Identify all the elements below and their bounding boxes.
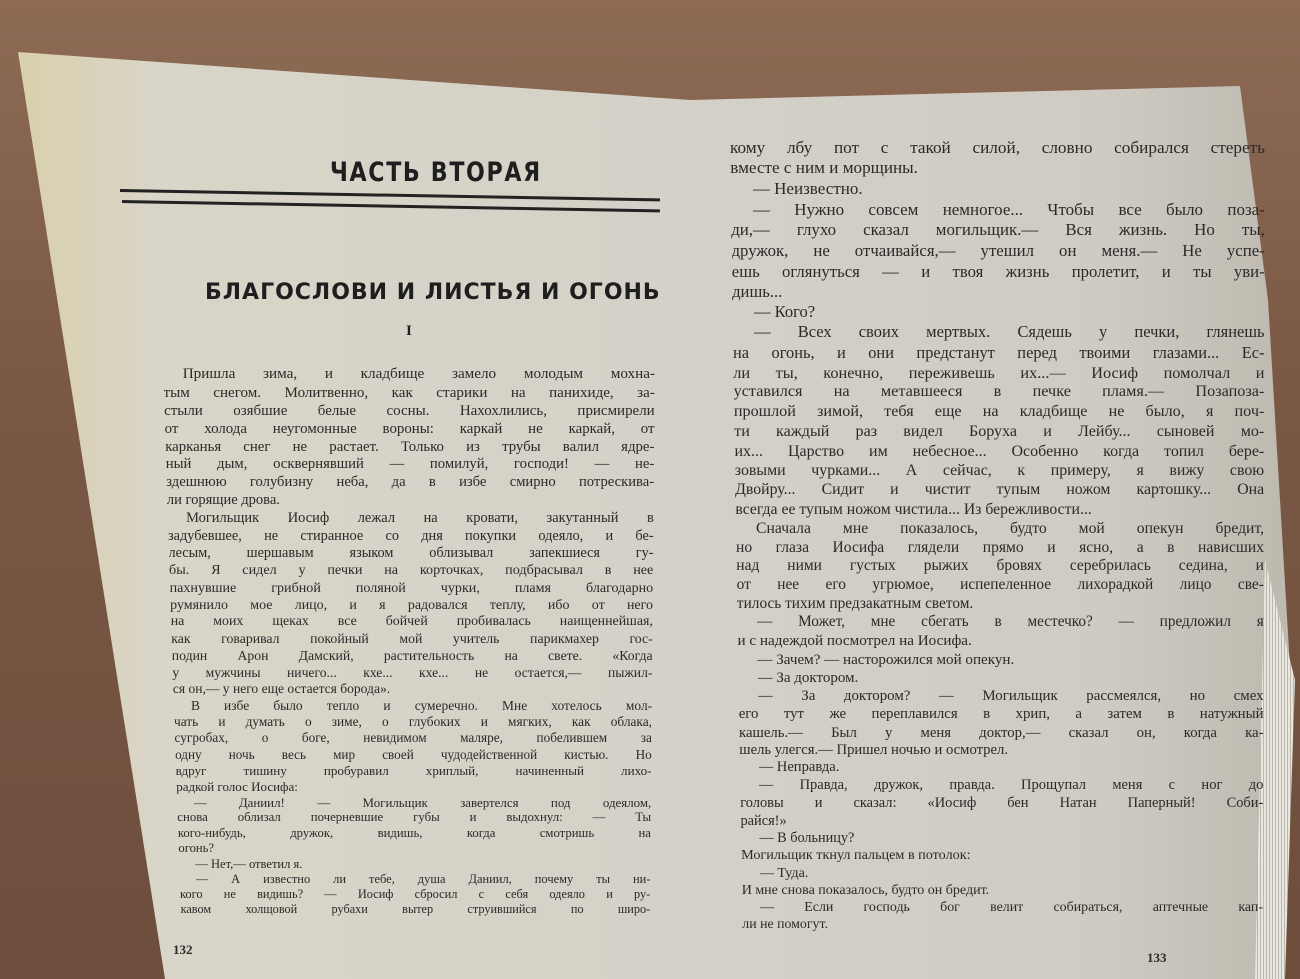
text-line: — Кого? — [753, 302, 816, 322]
text-line: как говаривал покойный мой учитель парикмахер гос- — [171, 630, 653, 646]
text-line: — Неизвестно. — [752, 178, 863, 198]
chapter-title: БЛАГОСЛОВИ И ЛИСТЬЯ И ОГОНЬ — [205, 280, 661, 305]
text-line: но глаза Иосифа глядели прямо и ясно, а в нависших — [736, 539, 1264, 556]
text-line: Пришла зима, и кладбище замело молодым мохна- — [182, 365, 655, 382]
right-page-number: 133 — [1147, 950, 1167, 965]
text-line: на огонь, и они предстанут перед твоими глазами... Ес- — [733, 342, 1265, 362]
text-line: огонь? — [178, 841, 214, 856]
text-line: — Если господь бог велит собираться, аптечные кап- — [760, 900, 1263, 915]
text-line: райся!» — [740, 812, 787, 829]
text-line: кого не видишь? — Иосиф сбросил с себя одеяло и ру- — [180, 887, 651, 902]
text-line: прошлой зимой, тебя еще на кладбище не было, я поч- — [733, 403, 1265, 421]
text-line: Могильщик Иосиф лежал на кровати, закутанный в — [186, 509, 654, 526]
text-line: и с надеждой посмотрел на Иосифа. — [737, 632, 972, 649]
text-line: ти каждый раз видел Боруха и Лейбу... сыновей мо- — [734, 422, 1265, 440]
text-line: — Правда, дружок, правда. Прощупал меня с ног до — [758, 777, 1264, 794]
text-line: их... Царство им небесное... Особенно когда топил бере- — [734, 442, 1265, 460]
text-line: ли ты, конечно, переживешь их...— Иосиф помолчал и — [733, 362, 1265, 382]
text-line: — Нет,— ответил я. — [195, 856, 303, 871]
text-line: — Нужно совсем немногое... Чтобы все было поза- — [752, 199, 1265, 219]
part-title: ЧАСТЬ ВТОРАЯ — [330, 157, 542, 188]
text-line: — В больницу? — [759, 830, 855, 846]
text-line: — Зачем? — насторожился мой опекун. — [757, 651, 1015, 668]
text-line: — Неправда. — [758, 759, 840, 776]
text-line: от холода неугомонные вороны: каркай не каркай, от — [164, 421, 655, 438]
text-line: кому лбу пот с такой силой, словно собирался стереть — [730, 138, 1265, 157]
text-line: кого-нибудь, дружок, видишь, когда смотришь на — [177, 825, 651, 840]
text-line: дишь... — [732, 281, 783, 301]
text-line: сугробах, о боге, невидимом маляре, побелившем за — [174, 730, 652, 746]
text-line: головы и сказал: «Иосиф бен Натан Паперный! Соби- — [740, 794, 1264, 811]
text-line: снова облизал почерневшие губы и выдохнул: — Ты — [177, 810, 652, 825]
text-line: его тут же переплавился в хрип, а затем в натужный — [738, 706, 1264, 723]
text-line: зовыми чурками... А сейчас, к примеру, я вижу свою — [734, 462, 1265, 479]
text-line: кавом холщовой рубахи вытер струившийся по широ- — [180, 902, 651, 917]
text-line: уставился на метавшееся в печке пламя.— Позапоза- — [733, 382, 1265, 401]
text-line: задубевшее, не стиранное со дня покупки одеяло, и бе- — [167, 527, 654, 544]
text-line: ди,— глухо сказал могильщик.— Вся жизнь. Но ты, — [731, 220, 1265, 240]
text-line: радкой голос Иосифа: — [176, 778, 298, 794]
text-line: ли горящие дрова. — [166, 492, 280, 509]
text-line: шель улегся.— Пришел ночью и осмотрел. — [739, 741, 1008, 758]
text-line: стыли озябшие белые сосны. Нахохлились, присмирели — [164, 402, 655, 419]
text-line: пахнувшие грибной поляной чурки, пламя благодарно — [169, 579, 654, 596]
text-line: Двойру... Сидит и чистит тупым ножом картошку... Она — [735, 481, 1265, 499]
text-line: — За доктором? — Могильщик рассмеялся, но смех — [757, 688, 1264, 705]
text-line: ный дым, осквернявший — помилуй, господи! — не- — [165, 456, 655, 473]
text-line: ся он,— у него еще остается борода». — [172, 681, 391, 697]
text-line: ли не помогут. — [742, 916, 828, 931]
text-line: ешь оглянуться — и твоя жизнь пролетит, и ты уви- — [731, 261, 1265, 281]
text-line: — За доктором. — [757, 669, 859, 686]
text-line: — Всех своих мертвых. Сядешь у печки, глянешь — [754, 322, 1265, 342]
text-line: В избе было тепло и сумеречно. Мне хотелось мол- — [190, 697, 653, 713]
text-line: дружок, не отчаивайся,— утешил он меня.— Не успе- — [731, 241, 1265, 260]
text-line: румянило мое лицо, и я радовался теплу, ибо от него — [170, 597, 654, 613]
section-number: I — [406, 323, 413, 339]
text-line: чать и думать о зиме, о глубоких и мягких, как облака, — [174, 714, 652, 730]
text-line: здешнюю голубизну неба, да в избе смирно потрескива- — [166, 474, 655, 491]
text-line: бы. Я сидел у печки на корточках, подбрасывал в нее — [169, 562, 654, 579]
text-line: от нее его угрюмое, испепеленное лихорадкой лицо све- — [736, 575, 1264, 593]
text-line: вместе с ним и морщины. — [730, 158, 918, 177]
text-line: всегда ее тупым ножом чистила... Из бережливости... — [735, 500, 1092, 518]
text-line: лесым, шершавым языком облизывал запекшиеся гу- — [168, 545, 654, 562]
text-line: — Даниил! — Могильщик завертелся под одеялом, — [193, 794, 652, 810]
text-line: И мне снова показалось, будто он бредит. — [741, 882, 990, 898]
text-line: Сначала мне показалось, будто мой опекун бредит, — [756, 519, 1265, 537]
left-page-number: 132 — [173, 942, 193, 957]
text-line: — Может, мне сбегать в местечко? — предложил я — [757, 613, 1264, 631]
text-line: — Туда. — [759, 864, 809, 881]
text-line: подин Арон Дамский, растительность на свете. «Когда — [171, 647, 653, 663]
text-line: тилось тихим предзакатным светом. — [736, 594, 974, 612]
text-line: Могильщик ткнул пальцем в потолок: — [741, 847, 971, 864]
text-line: одну ночь весь мир своей чудодейственной кистью. Но — [175, 746, 652, 762]
text-line: кашель.— Был у меня доктор,— сказал он, когда ка- — [739, 724, 1264, 741]
text-line: — А известно ли тебе, душа Даниил, почему ты ни- — [195, 872, 651, 887]
text-line: над ними густых рыжих бровях серебрилась седина, и — [736, 557, 1264, 574]
text-line: карканья снег не растает. Только из трубы валил ядре- — [165, 439, 655, 456]
text-line: на моих щеках все бойчей пробивалась наищеннейшая, — [170, 613, 653, 629]
text-line: у мужчины ничего... кхе... кхе... не остается,— пыжил- — [172, 664, 653, 680]
text-line: вдруг тишину пробуравил хриплый, начиненный лихо- — [175, 762, 652, 778]
text-line: тым снегом. Молитвенно, как старики на панихиде, за- — [163, 384, 655, 401]
